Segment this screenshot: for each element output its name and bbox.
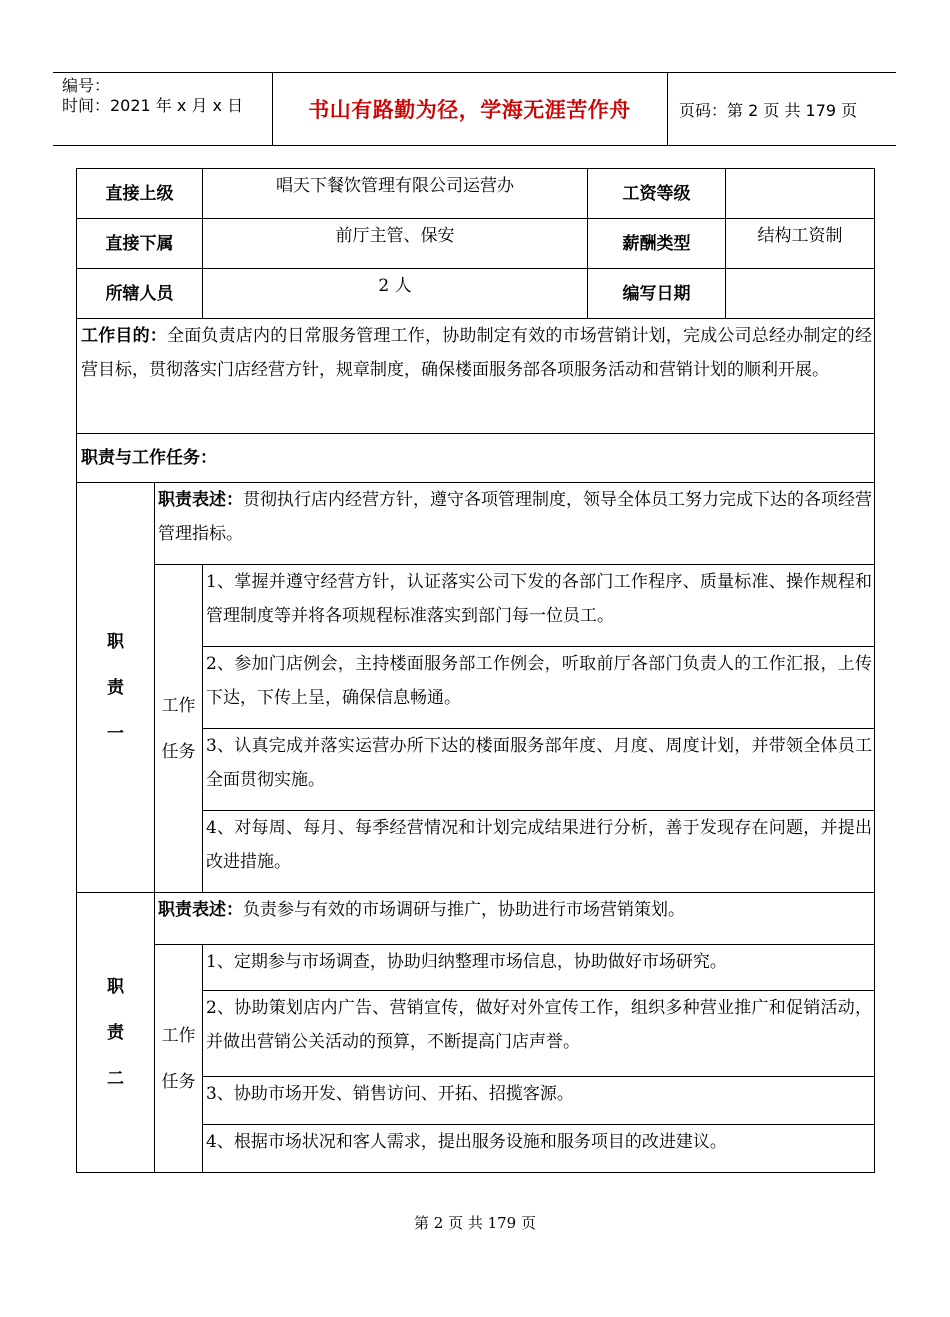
pay-type-label: 薪酬类型 bbox=[588, 219, 726, 269]
task-item: 2、参加门店例会，主持楼面服务部工作例会，听取前厅各部门负责人的工作汇报，上传下达，下传上呈，确保信息畅通。 bbox=[203, 647, 875, 729]
task-row bbox=[77, 565, 875, 647]
superior-label: 直接上级 bbox=[77, 169, 203, 219]
document-time: 时间：2021 年 x 月 x 日 bbox=[62, 96, 244, 115]
purpose-row bbox=[77, 319, 875, 434]
subordinate-value: 前厅主管、保安 bbox=[203, 219, 588, 269]
task-item: 3、协助市场开发、销售访问、开拓、招揽客源。 bbox=[203, 1077, 875, 1125]
task-item: 3、认真完成并落实运营办所下达的楼面服务部年度、月度、周度计划，并带领全体员工全面贯彻实施。 bbox=[203, 729, 875, 811]
task-row bbox=[77, 945, 875, 991]
job-description-table bbox=[76, 168, 875, 1173]
duty-two-label: 职 责 二 bbox=[77, 893, 155, 1173]
info-row bbox=[77, 269, 875, 319]
duty-one-label: 职 责 一 bbox=[77, 483, 155, 893]
header-top-rule bbox=[53, 72, 896, 73]
header-motto: 书山有路勤为径，学海无涯苦作舟 bbox=[308, 98, 631, 122]
info-row bbox=[77, 169, 875, 219]
page-header bbox=[53, 72, 896, 146]
purpose-cell bbox=[77, 319, 875, 434]
duty-one-task-label: 工作 任务 bbox=[155, 565, 203, 893]
salary-grade-value bbox=[726, 169, 875, 219]
pay-type-value: 结构工资制 bbox=[726, 219, 875, 269]
document-number: 编号： bbox=[62, 76, 111, 95]
staff-value: 2 人 bbox=[203, 269, 588, 319]
header-bottom-rule bbox=[53, 145, 896, 146]
duty-row bbox=[77, 893, 875, 945]
duties-title-row bbox=[77, 434, 875, 483]
header-meta bbox=[62, 76, 243, 116]
duty-one-description: 职责表述：贯彻执行店内经营方针，遵守各项管理制度，领导全体员工努力完成下达的各项经营管理指标。 bbox=[155, 483, 875, 565]
duties-title: 职责与工作任务： bbox=[77, 434, 875, 483]
write-date-label: 编写日期 bbox=[588, 269, 726, 319]
task-item: 4、根据市场状况和客人需求，提出服务设施和服务项目的改进建议。 bbox=[203, 1125, 875, 1173]
task-item: 1、掌握并遵守经营方针，认证落实公司下发的各部门工作程序、质量标准、操作规程和管理制度等并将各项规程标准落实到部门每一位员工。 bbox=[203, 565, 875, 647]
info-row bbox=[77, 219, 875, 269]
subordinate-label: 直接下属 bbox=[77, 219, 203, 269]
salary-grade-label: 工资等级 bbox=[588, 169, 726, 219]
superior-value: 唱天下餐饮管理有限公司运营办 bbox=[203, 169, 588, 219]
purpose-text: 全面负责店内的日常服务管理工作，协助制定有效的市场营销计划，完成公司总经办制定的经营目标，贯彻落实门店经营方针，规章制度，确保楼面服务部各项服务活动和营销计划的顺利开展。 bbox=[81, 326, 872, 380]
task-item: 4、对每周、每月、每季经营情况和计划完成结果进行分析，善于发现存在问题，并提出改进措施。 bbox=[203, 811, 875, 893]
staff-label: 所辖人员 bbox=[77, 269, 203, 319]
write-date-value bbox=[726, 269, 875, 319]
header-divider bbox=[667, 72, 668, 146]
page-footer: 第 2 页 共 179 页 bbox=[413, 1214, 536, 1232]
task-item: 2、协助策划店内广告、营销宣传，做好对外宣传工作，组织多种营业推广和促销活动，并做出营销公关活动的预算，不断提高门店声誉。 bbox=[203, 991, 875, 1077]
header-page-info: 页码：第 2 页 共 179 页 bbox=[679, 101, 858, 120]
purpose-label: 工作目的： bbox=[81, 326, 167, 346]
task-item: 1、定期参与市场调查，协助归纳整理市场信息，协助做好市场研究。 bbox=[203, 945, 875, 991]
duty-two-task-label: 工作 任务 bbox=[155, 945, 203, 1173]
duty-row bbox=[77, 483, 875, 565]
duty-two-description: 职责表述：负责参与有效的市场调研与推广，协助进行市场营销策划。 bbox=[155, 893, 875, 945]
